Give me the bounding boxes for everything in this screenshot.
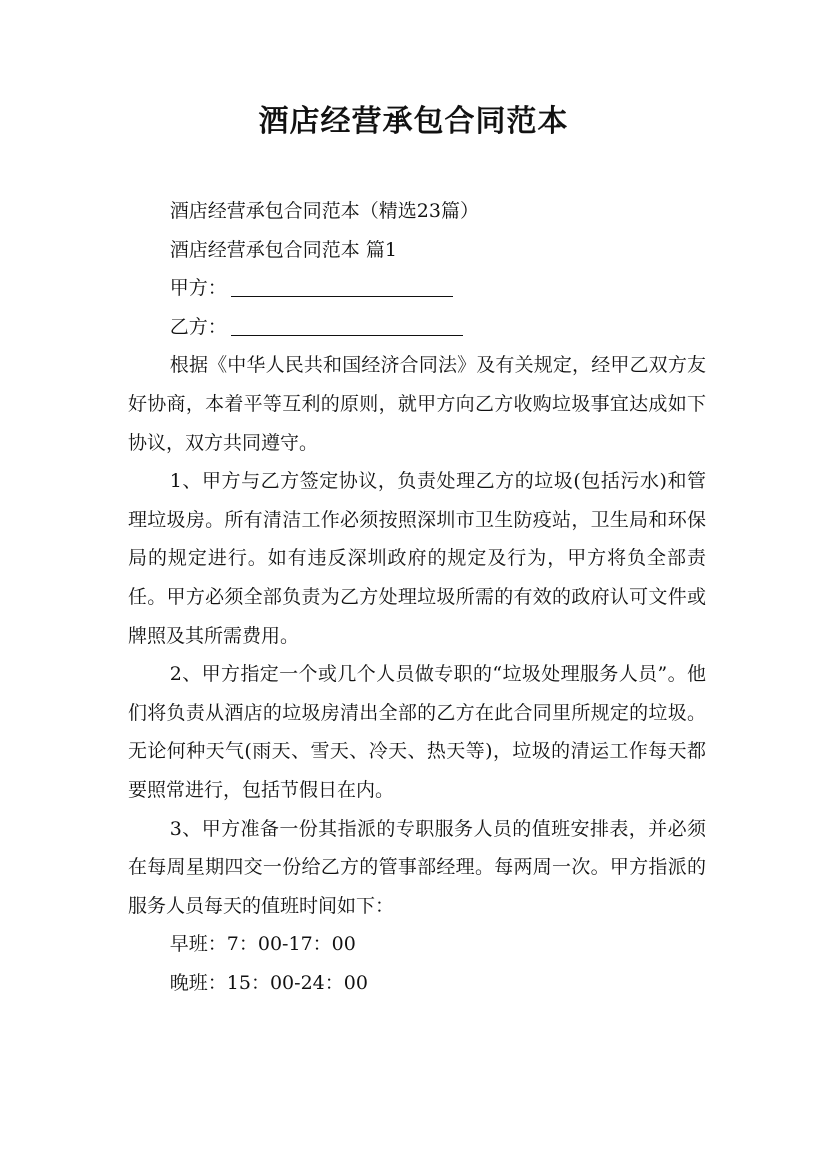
paragraph-clause-3: 3、甲方准备一份其指派的专职服务人员的值班安排表，并必须在每周星期四交一份给乙方的管事部经理。每两周一次。甲方指派的服务人员每天的值班时间如下：	[128, 817, 706, 917]
paragraph-intro: 根据《中华人民共和国经济合同法》及有关规定，经甲乙双方友好协商，本着平等互利的原则，就甲方向乙方收购垃圾事宜达成如下协议，双方共同遵守。	[128, 354, 706, 454]
party-b-label: 乙方：	[169, 315, 227, 338]
document-body	[128, 192, 706, 1002]
document-title: 酒店经营承包合同范本	[258, 104, 569, 139]
shift-morning: 早班：7：00-17：00	[169, 933, 356, 956]
party-b-blank	[231, 313, 463, 336]
party-a-line	[128, 269, 706, 308]
party-a-label: 甲方：	[169, 277, 227, 300]
document-subtitle: 酒店经营承包合同范本（精选23篇）	[169, 200, 479, 222]
paragraph-clause-1: 1、甲方与乙方签定协议，负责处理乙方的垃圾(包括污水)和管理垃圾房。所有清洁工作必须按照深圳市卫生防疫站，卫生局和环保局的规定进行。如有违反深圳政府的规定及行为，甲方将负全部责任。甲方必须全部负责为乙方处理垃圾所需的有效的政府认可文件或牌照及其所需费用。	[128, 470, 706, 647]
party-b-line	[128, 308, 706, 347]
section-heading: 酒店经营承包合同范本 篇1	[169, 238, 397, 261]
paragraph-clause-2: 2、甲方指定一个或几个人员做专职的“垃圾处理服务人员”。他们将负责从酒店的垃圾房清出全部的乙方在此合同里所规定的垃圾。无论何种天气(雨天、雪天、冷天、热天等)，垃圾的清运工作每天都要照常进行，包括节假日在内。	[128, 663, 706, 801]
shift-evening: 晚班：15：00-24：00	[169, 971, 368, 994]
party-a-blank	[231, 274, 453, 297]
